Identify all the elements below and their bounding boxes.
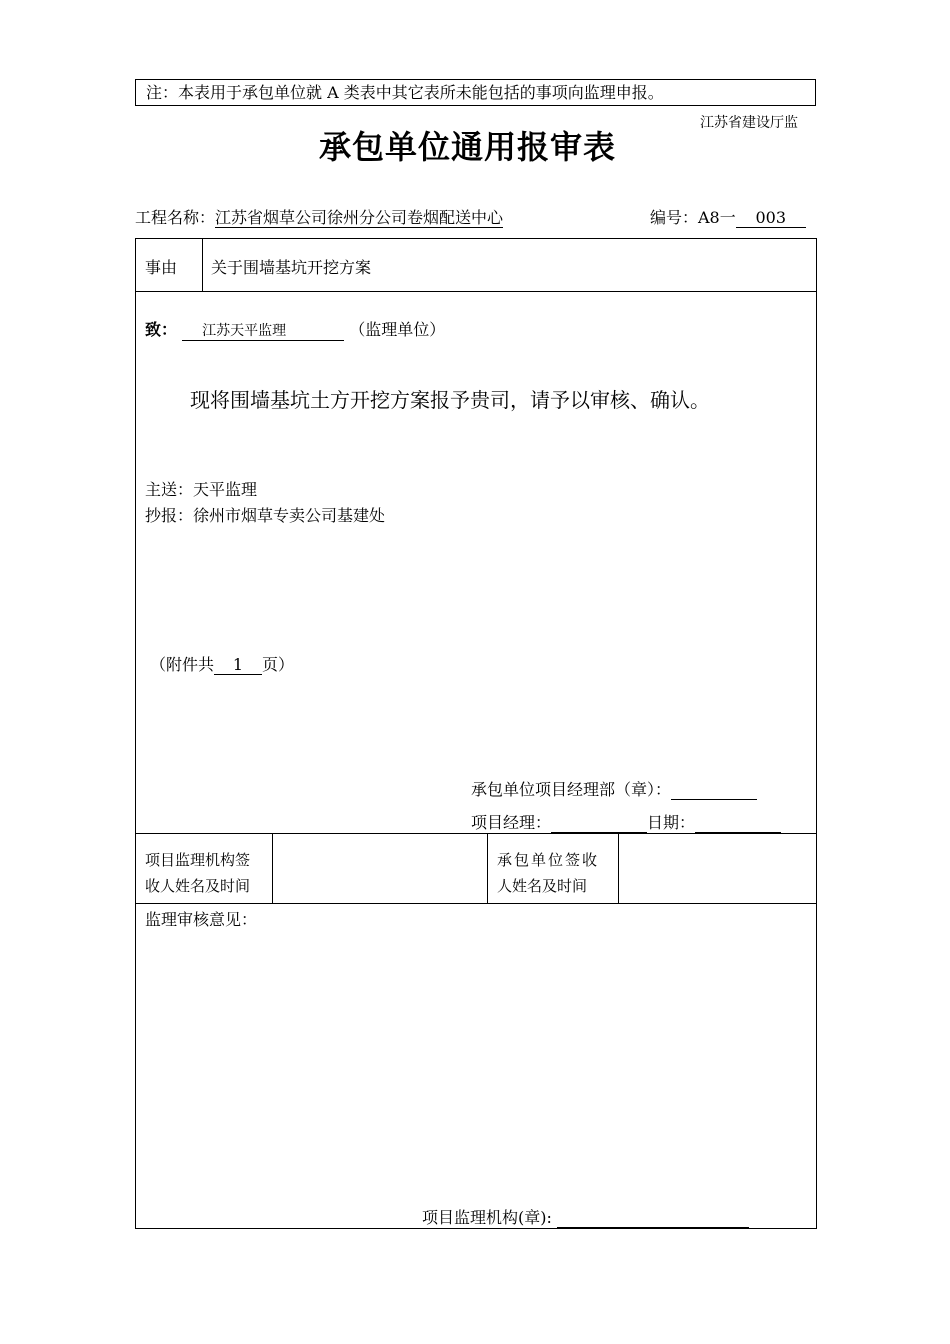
attachment-count[interactable]: 1 (214, 655, 262, 675)
form-number-value[interactable]: 003 (736, 208, 806, 228)
supervision-stamp-label: 项目监理机构(章): (422, 1208, 552, 1227)
supervision-signer-field[interactable] (274, 835, 486, 902)
row-divider (136, 833, 816, 834)
addressee-label: 致： (145, 320, 178, 339)
attachment-suffix: 页） (262, 655, 295, 674)
matter-label: 事由 (145, 258, 178, 277)
review-opinion-field[interactable] (145, 933, 805, 1193)
supervision-stamp-line[interactable] (557, 1209, 749, 1228)
contractor-signer-line1: 承包单位签收 (497, 851, 600, 869)
form-number-row (650, 205, 806, 228)
form-title: 承包单位通用报审表 (318, 128, 616, 166)
supervision-stamp-row (422, 1205, 749, 1228)
form-number-label: 编号：A8一 (650, 208, 736, 227)
date-line[interactable] (695, 814, 781, 833)
row-divider (136, 903, 816, 904)
supervision-signer-label (145, 847, 250, 899)
contractor-dept-stamp-line[interactable] (671, 781, 757, 800)
contractor-signer-label (497, 847, 599, 899)
contractor-signer-field[interactable] (620, 835, 815, 902)
form-table (135, 238, 817, 1229)
col-divider (618, 833, 619, 903)
body-text: 现将围墙基坑土方开挖方案报予贵司，请予以审核、确认。 (190, 388, 710, 412)
note-text: 注：本表用于承包单位就 A 类表中其它表所未能包括的事项向监理申报。 (146, 83, 664, 102)
col-divider (202, 239, 203, 291)
matter-value[interactable]: 关于围墙基坑开挖方案 (211, 258, 372, 277)
addressee-suffix: （监理单位） (349, 320, 446, 339)
addressee-value[interactable]: 江苏天平监理 (182, 320, 344, 341)
contractor-dept-label: 承包单位项目经理部（章）： (471, 780, 672, 799)
supervision-signer-line1: 项目监理机构签 (145, 851, 251, 869)
main-send: 主送：天平监理 (145, 480, 258, 499)
project-name-value[interactable]: 江苏省烟草公司徐州分公司卷烟配送中心 (215, 208, 504, 227)
contractor-signer-line2: 人姓名及时间 (497, 877, 588, 895)
col-divider (272, 833, 273, 903)
project-name-row (135, 205, 503, 228)
note-box (135, 79, 816, 106)
project-name-label: 工程名称： (135, 208, 216, 227)
review-label: 监理审核意见： (145, 910, 258, 929)
pm-signature-line[interactable] (551, 814, 647, 833)
col-divider (487, 833, 488, 903)
pm-date-row (471, 810, 781, 833)
issuer-label: 江苏省建设厅监 (700, 115, 798, 131)
row-divider (136, 291, 816, 292)
copy-send: 抄报：徐州市烟草专卖公司基建处 (145, 506, 386, 525)
contractor-dept-row (471, 777, 757, 800)
pm-label: 项目经理： (471, 813, 552, 832)
addressee-row (145, 317, 445, 341)
attachment-row (150, 652, 294, 675)
date-label: 日期： (647, 813, 696, 832)
attachment-prefix: （附件共 (150, 655, 215, 674)
supervision-signer-line2: 收人姓名及时间 (145, 877, 251, 895)
